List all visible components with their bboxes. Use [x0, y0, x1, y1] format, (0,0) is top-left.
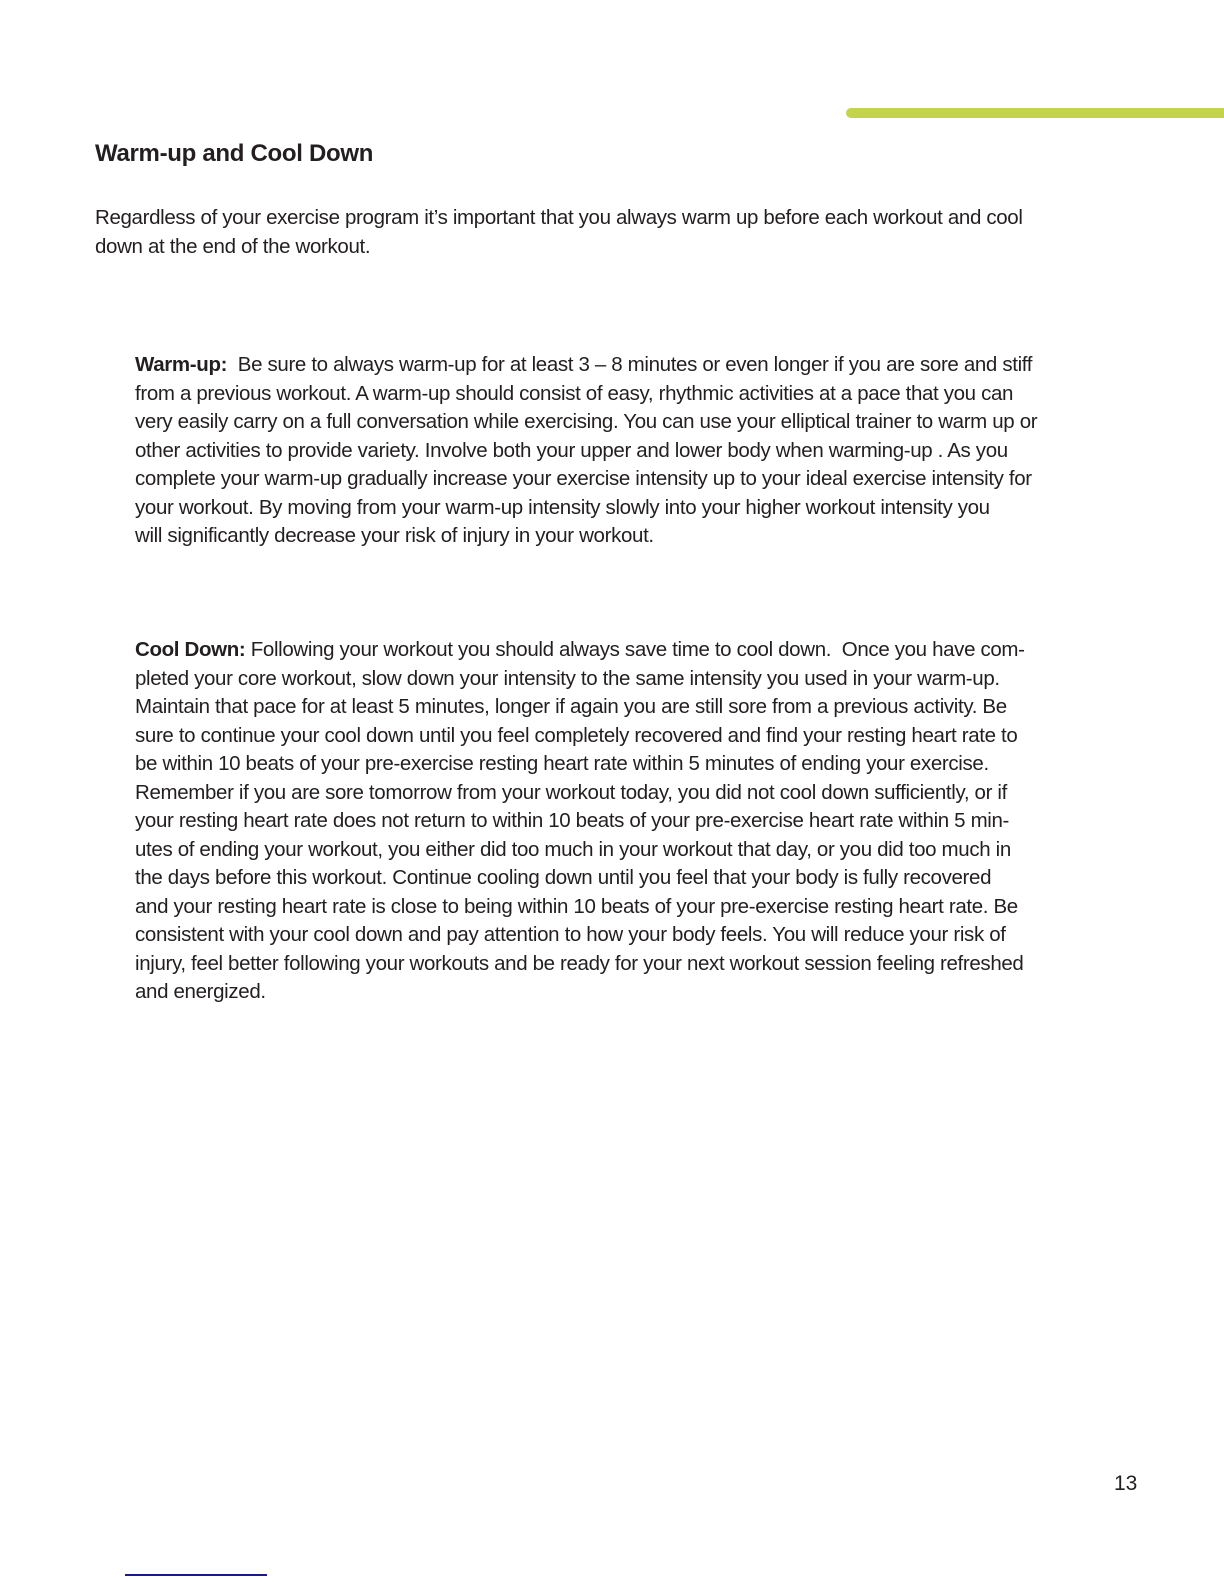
warmup-line: very easily carry on a full conversation while exercising. You can use your elliptical trainer to warm up or	[135, 410, 1038, 433]
cooldown-line: pleted your core workout, slow down your intensity to the same intensity you used in your warm-up.	[135, 666, 1000, 690]
intro-paragraph	[95, 204, 1023, 261]
warmup-line: other activities to provide variety. Involve both your upper and lower body when warming-up . As you	[135, 438, 1008, 462]
warmup-line: complete your warm-up gradually increase your exercise intensity up to your ideal exercise intensity for	[135, 467, 1032, 490]
warmup-line: from a previous workout. A warm-up should consist of easy, rhythmic activities at a pace that you can	[135, 381, 1014, 405]
cooldown-line: your resting heart rate does not return to within 10 beats of your pre-exercise heart rate within 5 min-	[135, 809, 1010, 832]
footer-rule	[125, 1574, 267, 1576]
warmup-label: Warm-up:	[135, 353, 228, 376]
warmup-line: Be sure to always warm-up for at least 3 – 8 minutes or even longer if you are sore and stiff	[227, 353, 1033, 376]
cooldown-line: injury, feel better following your workouts and be ready for your next workout session feeling refreshed	[135, 951, 1024, 975]
intro-line: Regardless of your exercise program it’s important that you always warm up before each workout and cool	[95, 206, 1023, 229]
cooldown-line: the days before this workout. Continue cooling down until you feel that your body is fully recovered	[135, 866, 992, 889]
intro-line: down at the end of the workout.	[95, 234, 371, 258]
warmup-line: will significantly decrease your risk of injury in your workout.	[135, 524, 654, 547]
cooldown-line: and energized.	[135, 980, 266, 1003]
cooldown-line: Maintain that pace for at least 5 minutes, longer if again you are still sore from a previous activity. Be	[135, 695, 1007, 718]
cooldown-line: sure to continue your cool down until you feel completely recovered and find your resting heart rate to	[135, 723, 1018, 747]
cooldown-line: and your resting heart rate is close to being within 10 beats of your pre-exercise resting heart rate. Be	[135, 894, 1018, 918]
cooldown-line: consistent with your cool down and pay attention to how your body feels. You will reduce your risk of	[135, 923, 1006, 946]
cooldown-line: Following your workout you should always save time to cool down. Once you have com-	[245, 638, 1025, 661]
cooldown-paragraph	[135, 636, 1025, 1007]
cooldown-line: Remember if you are sore tomorrow from your workout today, you did not cool down sufficiently, or if	[135, 780, 1007, 804]
page-number: 13	[1114, 1472, 1138, 1495]
warmup-paragraph	[135, 351, 1037, 551]
page-title: Warm-up and Cool Down	[95, 140, 374, 167]
cooldown-label: Cool Down:	[135, 638, 246, 661]
cooldown-line: utes of ending your workout, you either did too much in your workout that day, or you did too much in	[135, 837, 1011, 861]
accent-bar	[846, 108, 1224, 118]
warmup-line: your workout. By moving from your warm-up intensity slowly into your higher workout intensity you	[135, 495, 990, 519]
cooldown-line: be within 10 beats of your pre-exercise resting heart rate within 5 minutes of ending your exercise.	[135, 752, 989, 775]
